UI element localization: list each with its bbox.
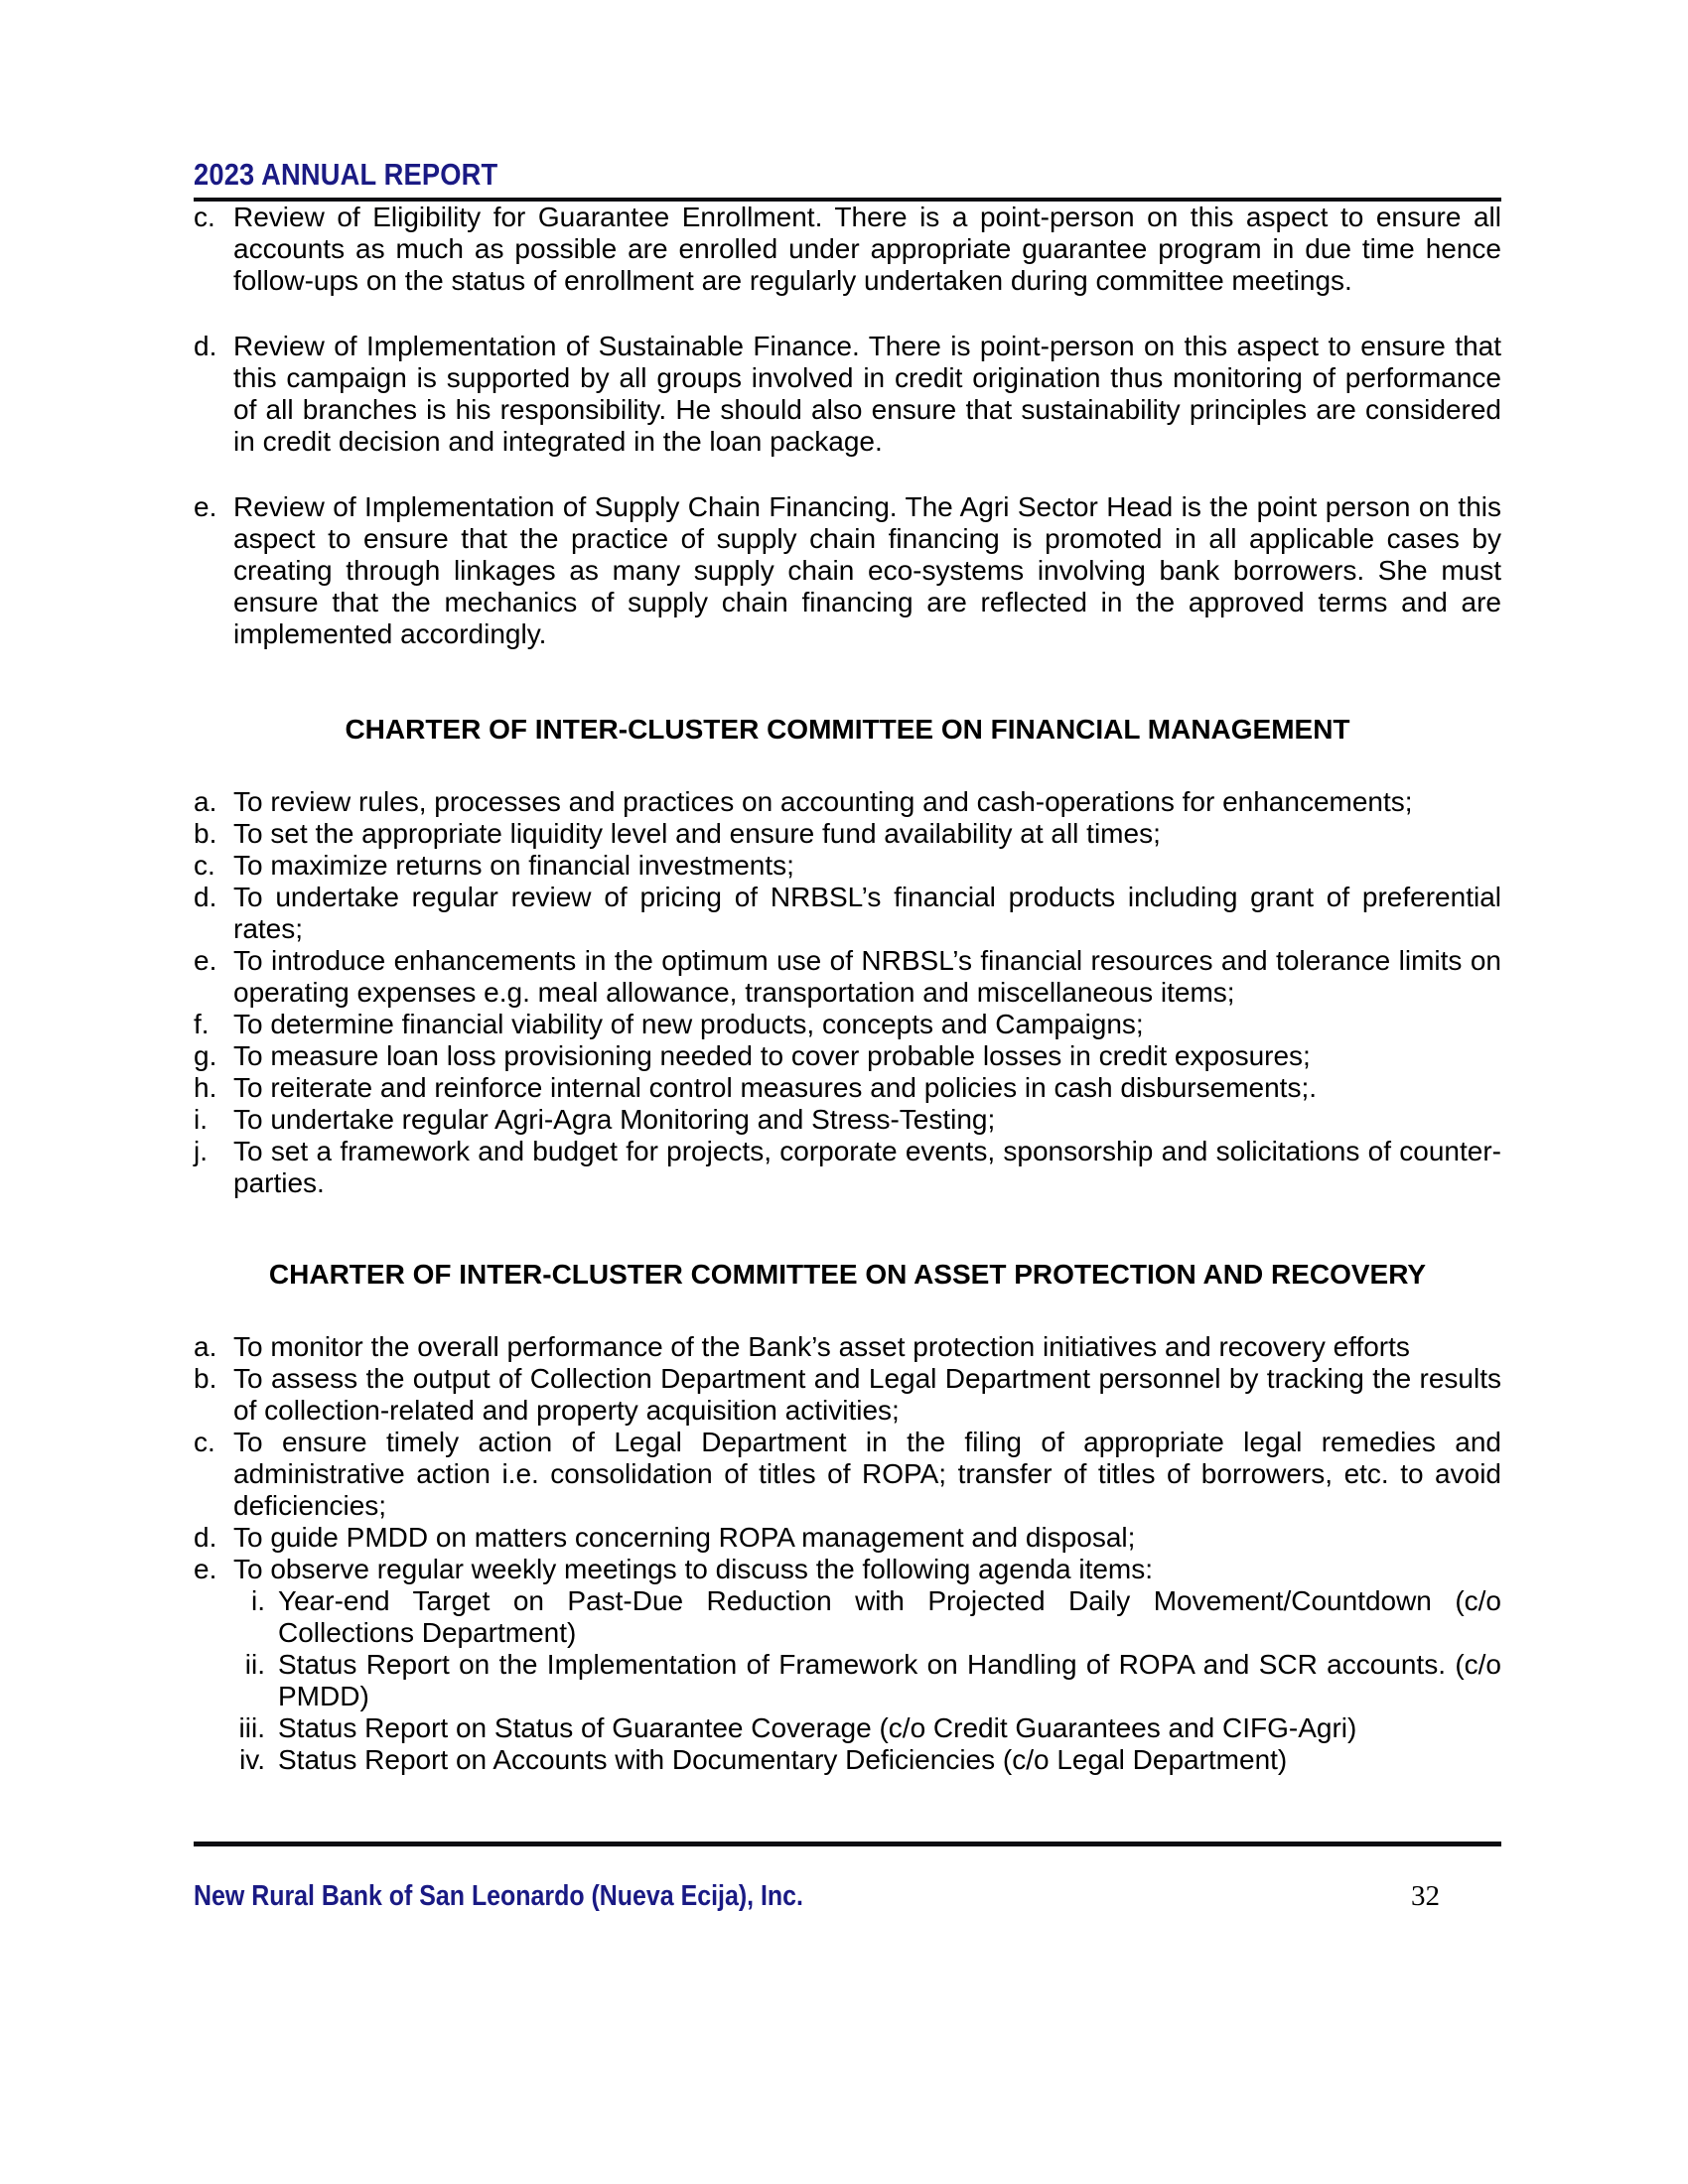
list-item — [194, 1427, 1501, 1522]
list-item — [194, 1136, 1501, 1199]
sub-item-gap — [265, 1712, 278, 1744]
list-item — [194, 1554, 1501, 1585]
list-item — [194, 818, 1501, 850]
item-marker: d. — [194, 1522, 217, 1553]
sub-item-gap — [265, 1585, 278, 1649]
sub-item-marker: ii. — [244, 1649, 265, 1680]
list-item — [194, 882, 1501, 945]
sub-list-item — [235, 1649, 1501, 1712]
sub-list-item — [235, 1712, 1501, 1744]
item-marker: j. — [194, 1136, 208, 1166]
item-marker: b. — [194, 1363, 217, 1394]
list-item-e — [194, 491, 1501, 650]
item-text: To assess the output of Collection Department and Legal Department personnel by tracking the results of collection-related and property acquisition activities; — [233, 1363, 1501, 1426]
page-number: 32 — [1411, 1880, 1440, 1912]
item-text: Review of Eligibility for Guarantee Enrollment. There is a point-person on this aspect to ensure all accounts as much as possible are enrolled under appropriate guarantee program in due time hence follow-ups on the status of enrollment are regularly undertaken during committee meetings. — [233, 202, 1501, 296]
item-text: To introduce enhancements in the optimum use of NRBSL’s financial resources and tolerance limits on operating expenses e.g. meal allowance, transportation and miscellaneous items; — [233, 945, 1501, 1008]
sub-item-text: Year-end Target on Past-Due Reduction with Projected Daily Movement/Countdown (c/o Collections Department) — [278, 1585, 1501, 1648]
list-item — [194, 1104, 1501, 1136]
list-item — [194, 945, 1501, 1009]
item-text: To undertake regular review of pricing of NRBSL’s financial products including grant of preferential rates; — [233, 882, 1501, 944]
item-marker: f. — [194, 1009, 210, 1039]
item-marker: a. — [194, 1331, 217, 1362]
charter-list-financial-management — [194, 786, 1501, 1199]
item-marker: c. — [194, 1427, 215, 1457]
item-marker: b. — [194, 818, 217, 849]
list-item-c — [194, 202, 1501, 297]
item-text: Review of Implementation of Sustainable Finance. There is point-person on this aspect to ensure that this campaign is supported by all groups involved in credit origination thus monitoring of performance of all branches is his responsibility. He should also ensure that sustainability principles are considered in credit decision and integrated in the loan package. — [233, 331, 1501, 457]
sub-item-gap — [265, 1649, 278, 1712]
item-text: Review of Implementation of Supply Chain Financing. The Agri Sector Head is the point person on this aspect to ensure that the practice of supply chain financing is promoted in all applicable cases by creating through linkages as many supply chain eco-systems involving bank borrowers. She must ensure that the mechanics of supply chain financing are reflected in the approved terms and are implemented accordingly. — [233, 491, 1501, 649]
item-text: To review rules, processes and practices on accounting and cash-operations for enhancements; — [233, 786, 1413, 817]
sub-item-marker: i. — [251, 1585, 265, 1616]
item-text: To reiterate and reinforce internal control measures and policies in cash disbursements;. — [233, 1072, 1318, 1103]
item-marker: d. — [194, 882, 217, 912]
sub-item-text: Status Report on the Implementation of Framework on Handling of ROPA and SCR accounts. (c/o PMDD) — [278, 1649, 1501, 1711]
page-content — [194, 0, 1501, 1776]
list-item — [194, 1040, 1501, 1072]
list-item — [194, 1522, 1501, 1554]
report-title: 2023 ANNUAL REPORT — [194, 157, 498, 192]
bank-name: New Rural Bank of San Leonardo (Nueva Ecija), Inc. — [194, 1880, 803, 1912]
sub-item-text: Status Report on Status of Guarantee Coverage (c/o Credit Guarantees and CIFG-Agri) — [278, 1712, 1357, 1743]
item-text: To maximize returns on financial investments; — [233, 850, 794, 881]
item-text: To observe regular weekly meetings to discuss the following agenda items: — [233, 1554, 1154, 1584]
sub-item-gap — [265, 1744, 278, 1776]
item-text: To set the appropriate liquidity level and ensure fund availability at all times; — [233, 818, 1161, 849]
list-item — [194, 1009, 1501, 1040]
page-footer — [194, 1879, 1501, 1913]
item-marker: e. — [194, 1554, 217, 1584]
item-text: To ensure timely action of Legal Department in the filing of appropriate legal remedies and administrative action i.e. consolidation of titles of ROPA; transfer of titles of borrowers, etc. to avoid deficiencies; — [233, 1427, 1501, 1521]
item-marker: h. — [194, 1072, 217, 1103]
sub-list-item — [235, 1585, 1501, 1649]
footer-rule — [194, 1842, 1501, 1846]
charter-list-asset-protection — [194, 1331, 1501, 1776]
item-marker: e. — [194, 491, 217, 522]
list-item — [194, 786, 1501, 818]
list-item — [194, 1363, 1501, 1427]
item-marker: g. — [194, 1040, 217, 1071]
item-text: To set a framework and budget for projects, corporate events, sponsorship and solicitations of counter-parties. — [233, 1136, 1501, 1198]
item-text: To determine financial viability of new products, concepts and Campaigns; — [233, 1009, 1144, 1039]
sub-item-text: Status Report on Accounts with Documentary Deficiencies (c/o Legal Department) — [278, 1744, 1288, 1775]
item-marker: d. — [194, 331, 217, 361]
item-marker: i. — [194, 1104, 208, 1135]
section-heading-financial-management: CHARTER OF INTER-CLUSTER COMMITTEE ON FINANCIAL MANAGEMENT — [345, 714, 1350, 745]
list-item — [194, 1072, 1501, 1104]
item-text: To undertake regular Agri-Agra Monitoring and Stress-Testing; — [233, 1104, 996, 1135]
agenda-sub-list — [235, 1585, 1501, 1776]
item-text: To measure loan loss provisioning needed to cover probable losses in credit exposures; — [233, 1040, 1311, 1071]
sub-item-marker: iii. — [238, 1712, 265, 1743]
list-item-d — [194, 331, 1501, 458]
item-marker: c. — [194, 850, 215, 881]
item-marker: c. — [194, 202, 215, 232]
item-text: To guide PMDD on matters concerning ROPA management and disposal; — [233, 1522, 1136, 1553]
list-item — [194, 1331, 1501, 1363]
list-item — [194, 850, 1501, 882]
item-text: To monitor the overall performance of the Bank’s asset protection initiatives and recovery efforts — [233, 1331, 1410, 1362]
item-marker: a. — [194, 786, 217, 817]
sub-list-item — [235, 1744, 1501, 1776]
page-header — [194, 0, 1501, 202]
sub-item-marker: iv. — [239, 1744, 265, 1775]
section-heading-asset-protection: CHARTER OF INTER-CLUSTER COMMITTEE ON ASSET PROTECTION AND RECOVERY — [268, 1259, 1427, 1290]
item-marker: e. — [194, 945, 217, 976]
